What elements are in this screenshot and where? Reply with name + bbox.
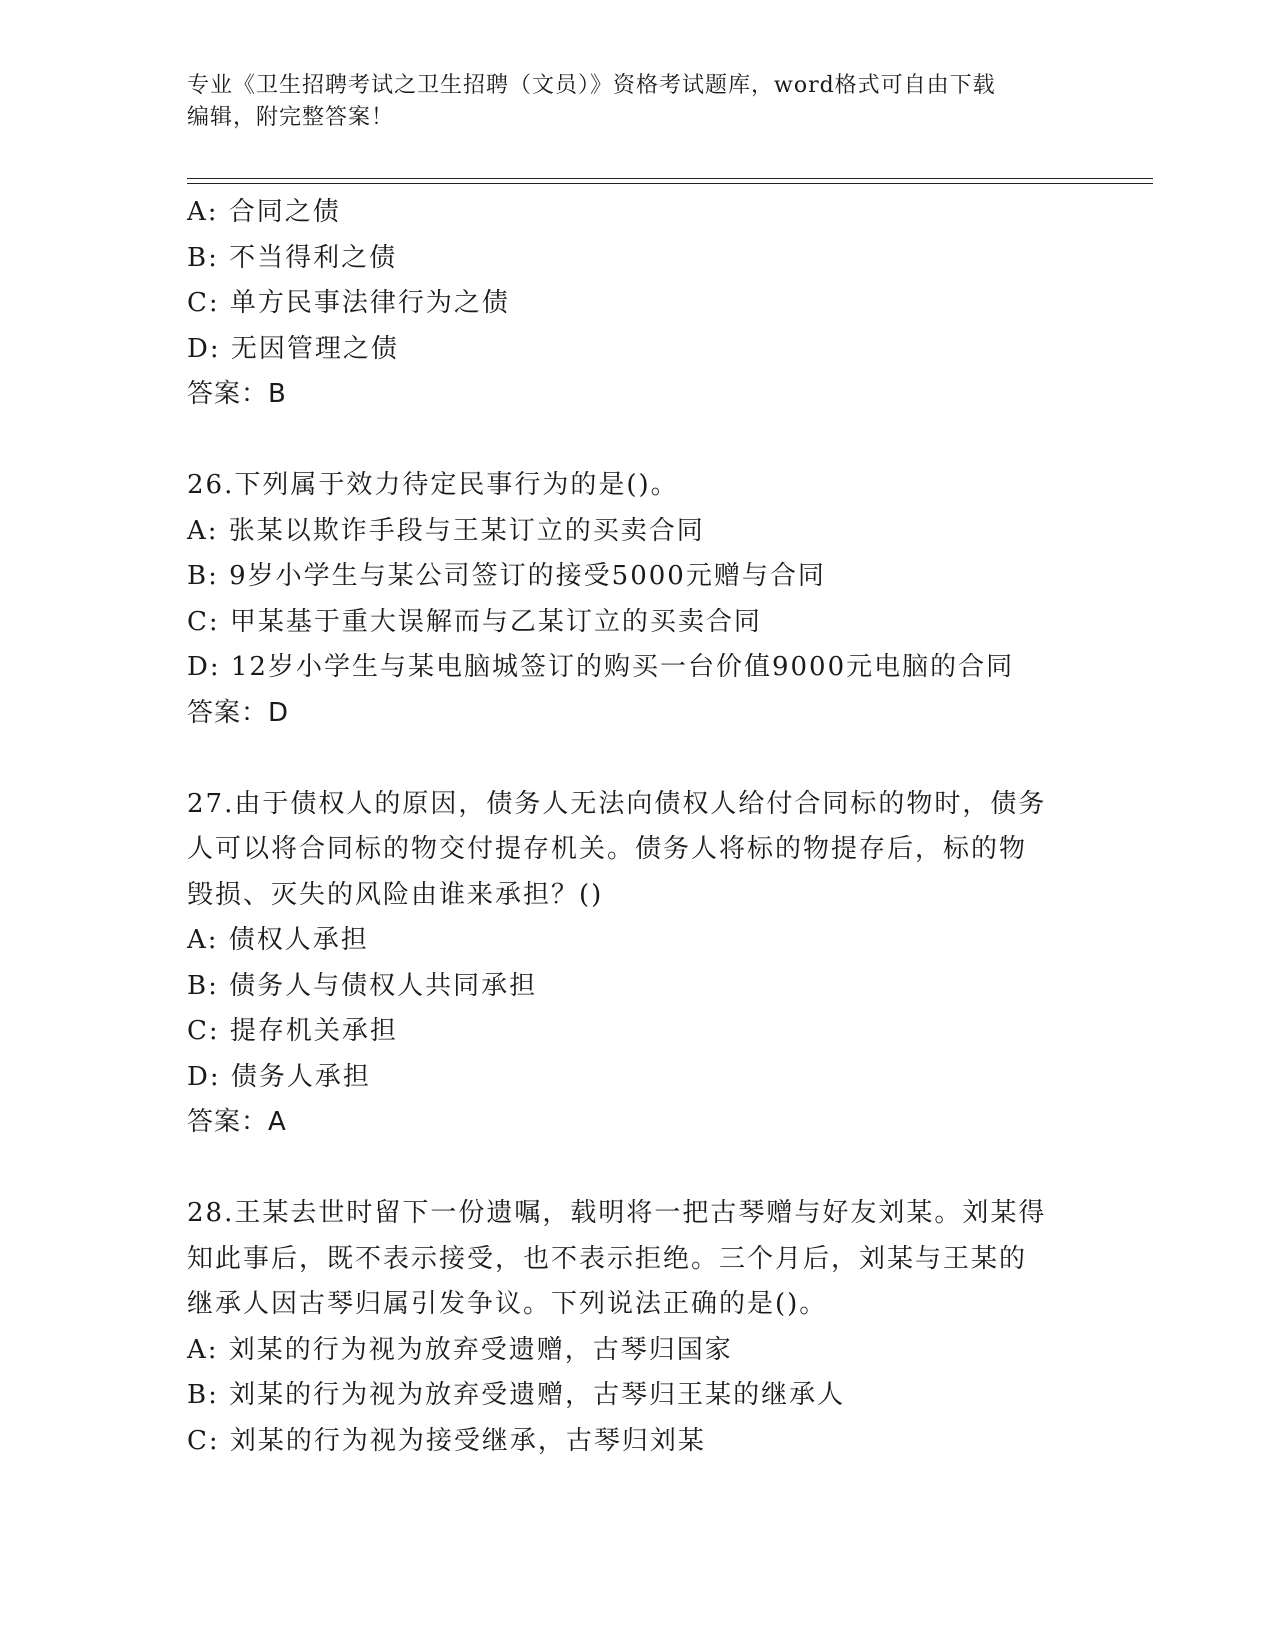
option-c: C: 甲某基于重大误解而与乙某订立的买卖合同: [187, 606, 762, 637]
header-line-1: 专业《卫生招聘考试之卫生招聘（文员）》资格考试题库，word格式可自由下载: [187, 73, 996, 98]
answer-line: 答案：D: [187, 697, 290, 728]
option-d: D: 债务人承担: [187, 1061, 371, 1092]
option-a: A: 债权人承担: [187, 925, 369, 955]
header-divider-top: [187, 178, 1153, 179]
question-25: [187, 190, 1087, 418]
option-b: B: 9岁小学生与某公司签订的接受5000元赠与合同: [187, 561, 826, 591]
question-stem-line: 继承人因古琴归属引发争议。下列说法正确的是()。: [187, 1289, 828, 1319]
question-26: [187, 463, 1087, 736]
option-a: A: 张某以欺诈手段与王某订立的买卖合同: [187, 515, 705, 546]
question-28: [187, 1191, 1087, 1464]
question-27: [187, 782, 1087, 1146]
header-line-2: 编辑，附完整答案！: [187, 105, 395, 130]
option-c: C: 单方民事法律行为之债: [187, 288, 510, 318]
spacer: [187, 418, 1087, 464]
spacer: [187, 1146, 1087, 1192]
option-b: B: 债务人与债权人共同承担: [187, 970, 538, 1001]
option-a: A: 合同之债: [187, 197, 341, 227]
option-b: B: 刘某的行为视为放弃受遗赠，古琴归王某的继承人: [187, 1380, 846, 1410]
spacer: [187, 736, 1087, 782]
answer-line: 答案：B: [187, 379, 287, 409]
question-stem-line: 28.王某去世时留下一份遗嘱，载明将一把古琴赠与好友刘某。刘某得: [187, 1198, 1047, 1228]
question-stem-line: 知此事后，既不表示接受，也不表示拒绝。三个月后，刘某与王某的: [187, 1243, 1028, 1274]
option-d: D: 12岁小学生与某电脑城签订的购买一台价值9000元电脑的合同: [187, 652, 1015, 682]
document-header: [187, 70, 1067, 134]
option-c: C: 刘某的行为视为接受继承，古琴归刘某: [187, 1425, 706, 1456]
option-b: B: 不当得利之债: [187, 242, 398, 273]
option-a: A: 刘某的行为视为放弃受遗赠，古琴归国家: [187, 1334, 733, 1365]
answer-line: 答案：A: [187, 1107, 287, 1137]
question-list: [187, 190, 1087, 1464]
question-stem-line: 人可以将合同标的物交付提存机关。债务人将标的物提存后，标的物: [187, 834, 1028, 864]
question-stem: 26.下列属于效力待定民事行为的是()。: [187, 470, 679, 500]
header-divider-bottom: [187, 183, 1153, 184]
question-stem-line: 毁损、灭失的风险由谁来承担？(): [187, 879, 604, 910]
option-c: C: 提存机关承担: [187, 1016, 398, 1046]
option-d: D: 无因管理之债: [187, 333, 399, 364]
question-stem-line: 27.由于债权人的原因，债务人无法向债权人给付合同标的物时，债务: [187, 788, 1047, 819]
